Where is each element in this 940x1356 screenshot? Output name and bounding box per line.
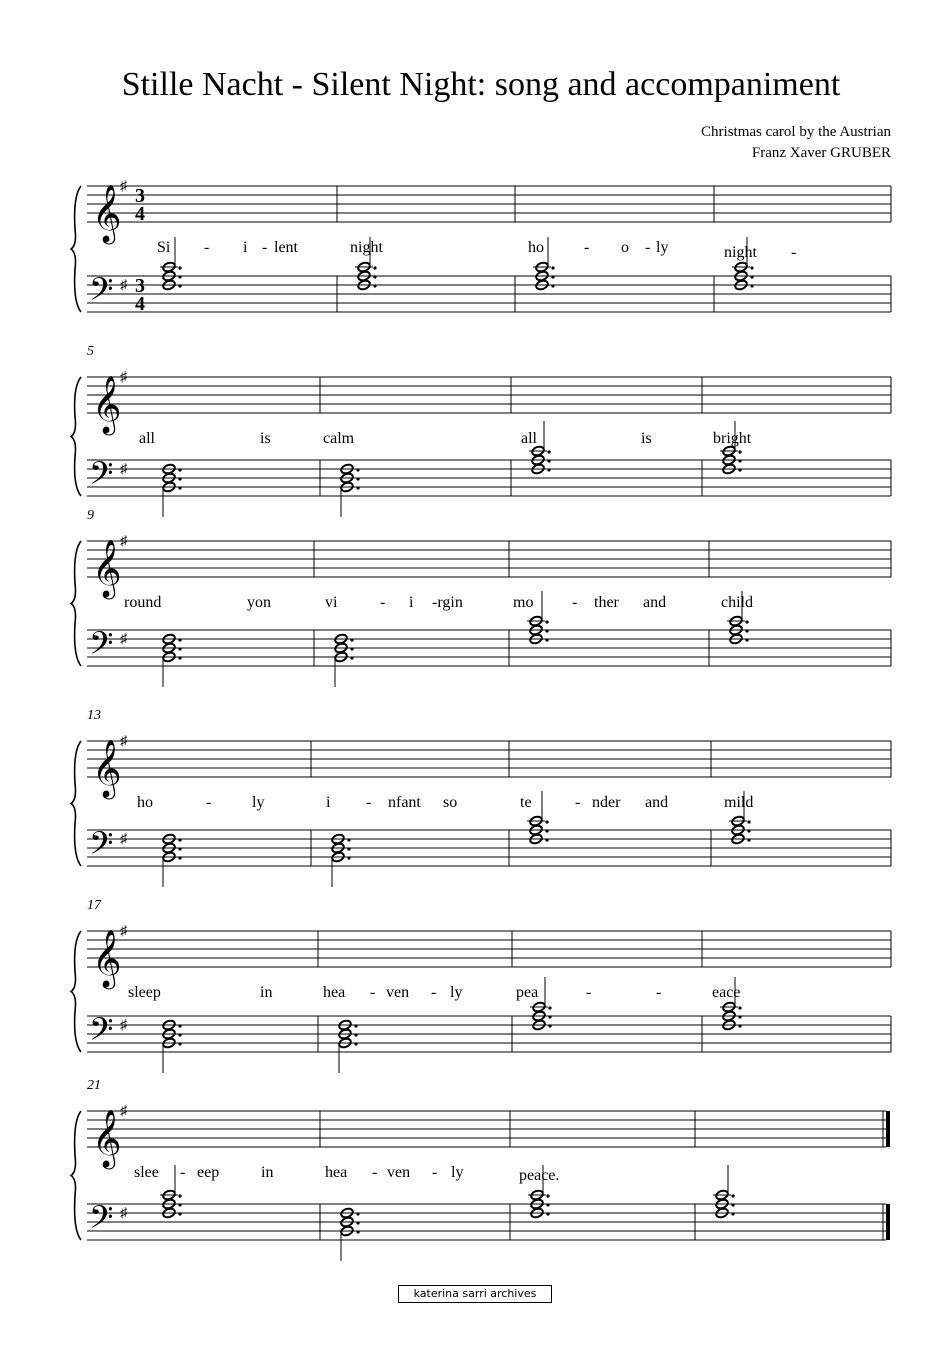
lyric-syllable: eace [712, 984, 741, 1001]
dot [545, 629, 548, 632]
dot [548, 1024, 551, 1027]
lyric-syllable: vi [325, 594, 338, 611]
dot [747, 829, 750, 832]
lyric-syllable: - [572, 594, 578, 611]
lyric-syllable: yon [247, 594, 271, 611]
dot [545, 620, 548, 623]
dot [347, 856, 350, 859]
dot [747, 838, 750, 841]
bass-clef-icon: 𝄢 [89, 1013, 114, 1055]
dot [373, 284, 376, 287]
lyric-syllable: child [721, 594, 753, 611]
key-signature-sharp-icon: ♯ [120, 370, 127, 385]
dot [750, 266, 753, 269]
lyric-syllable: i [409, 594, 414, 611]
treble-clef-icon: 𝄞 [92, 930, 122, 986]
dot [547, 459, 550, 462]
lyric-syllable: ho [137, 794, 153, 811]
dot [178, 1033, 181, 1036]
dot [745, 620, 748, 623]
lyric-syllable: hea [325, 1164, 348, 1181]
lyric-syllable: lent [274, 239, 298, 256]
key-signature-sharp-icon: ♯ [120, 462, 127, 477]
dot [545, 829, 548, 832]
lyric-syllable: Si [157, 239, 171, 256]
bass-clef-icon: 𝄢 [89, 627, 114, 669]
dot [178, 1203, 181, 1206]
dot [731, 1203, 734, 1206]
dot [356, 1230, 359, 1233]
lyric-syllable: ly [252, 794, 265, 811]
dot [356, 1212, 359, 1215]
key-signature-sharp-icon: ♯ [120, 1206, 127, 1221]
lyric-syllable: all [521, 430, 537, 447]
dot [178, 486, 181, 489]
measure-number: 9 [87, 508, 94, 523]
composer-credit-line-2: Franz Xaver GRUBER [751, 145, 891, 161]
measure-number: 13 [87, 708, 101, 723]
measure-number: 21 [87, 1078, 101, 1093]
lyric-syllable: -rgin [432, 594, 463, 611]
measure-number: 5 [87, 344, 94, 359]
lyric-syllable: is [260, 430, 271, 447]
key-signature-sharp-icon: ♯ [120, 734, 127, 749]
lyric-syllable: mild [724, 794, 754, 811]
system-brace [71, 186, 81, 312]
dot [178, 856, 181, 859]
lyric-syllable: - [206, 794, 212, 811]
page-title: Stille Nacht - Silent Night: song and accompaniment [121, 66, 841, 103]
dot [551, 284, 554, 287]
lyric-syllable: i [326, 794, 331, 811]
dot [350, 647, 353, 650]
lyric-syllable: - [366, 794, 372, 811]
system-brace [71, 1111, 81, 1240]
dot [178, 275, 181, 278]
dot [178, 1212, 181, 1215]
dot [738, 1006, 741, 1009]
dot [548, 1006, 551, 1009]
lyric-syllable: bright [713, 430, 752, 447]
dot [547, 468, 550, 471]
lyric-syllable: eep [197, 1164, 220, 1181]
lyric-syllable: ly [656, 239, 669, 256]
lyric-syllable: so [443, 794, 458, 811]
lyric-syllable: ho [528, 239, 544, 256]
dot [356, 1221, 359, 1224]
treble-clef-icon: 𝄞 [92, 540, 122, 596]
dot [546, 1203, 549, 1206]
lyric-syllable: te [520, 794, 532, 811]
dot [738, 450, 741, 453]
lyric-syllable: peace. [519, 1167, 560, 1184]
lyric-syllable: round [124, 594, 162, 611]
system-brace [71, 931, 81, 1052]
dot [731, 1212, 734, 1215]
archive-footer-label: katerina sarri archives [398, 1285, 552, 1303]
lyric-syllable: o [621, 239, 629, 256]
dot [738, 468, 741, 471]
dot [546, 1194, 549, 1197]
system-brace [71, 541, 81, 666]
music-system [71, 344, 891, 517]
lyric-syllable: all [139, 430, 155, 447]
lyric-syllable: ven [387, 1164, 411, 1181]
dot [750, 284, 753, 287]
key-signature-sharp-icon: ♯ [120, 1104, 127, 1119]
lyric-syllable: in [261, 1164, 274, 1181]
dot [178, 838, 181, 841]
dot [356, 486, 359, 489]
treble-clef-icon: 𝄞 [92, 740, 122, 796]
dot [178, 638, 181, 641]
dot [178, 1042, 181, 1045]
key-signature-sharp-icon: ♯ [120, 534, 127, 549]
dot [350, 638, 353, 641]
lyric-syllable: - [372, 1164, 378, 1181]
system-brace [71, 377, 81, 496]
lyric-syllable: - [262, 239, 268, 256]
dot [354, 1033, 357, 1036]
lyric-syllable: and [645, 794, 669, 811]
dot [738, 1015, 741, 1018]
lyric-syllable: - [791, 244, 797, 261]
dot [548, 1015, 551, 1018]
bass-clef-icon: 𝄢 [89, 827, 114, 869]
lyric-syllable: mo [513, 594, 534, 611]
dot [347, 838, 350, 841]
dot [178, 284, 181, 287]
lyric-syllable: i [243, 239, 248, 256]
lyric-syllable: - [586, 984, 592, 1001]
dot [546, 1212, 549, 1215]
dot [547, 450, 550, 453]
dot [178, 477, 181, 480]
lyric-syllable: ven [386, 984, 410, 1001]
dot [354, 1024, 357, 1027]
treble-clef-icon: 𝄞 [92, 376, 122, 432]
lyric-syllable: in [260, 984, 273, 1001]
system-brace [71, 741, 81, 866]
time-signature-numerator: 3 [135, 185, 145, 207]
dot [745, 638, 748, 641]
lyric-syllable: - [432, 1164, 438, 1181]
dot [178, 468, 181, 471]
lyric-syllable: - [584, 239, 590, 256]
time-signature-denominator: 4 [135, 203, 145, 225]
lyric-syllable: sleep [128, 984, 161, 1001]
lyric-syllable: night [724, 244, 757, 261]
lyric-syllable: - [380, 594, 386, 611]
music-system [71, 898, 891, 1073]
measure-number: 17 [87, 898, 101, 913]
lyric-syllable: - [204, 239, 210, 256]
lyric-syllable: ly [451, 1164, 464, 1181]
dot [178, 266, 181, 269]
treble-clef-icon: 𝄞 [92, 185, 122, 241]
bass-clef-icon: 𝄢 [89, 1201, 114, 1243]
lyric-syllable: calm [323, 430, 355, 447]
dot [356, 468, 359, 471]
dot [731, 1194, 734, 1197]
dot [738, 459, 741, 462]
time-signature-numerator: 3 [135, 275, 145, 297]
dot [545, 638, 548, 641]
key-signature-sharp-icon: ♯ [120, 1018, 127, 1033]
dot [373, 266, 376, 269]
music-system [71, 179, 891, 315]
dot [178, 656, 181, 659]
dot [551, 266, 554, 269]
lyric-syllable: ther [594, 594, 619, 611]
dot [373, 275, 376, 278]
lyric-syllable: hea [323, 984, 346, 1001]
bass-clef-icon: 𝄢 [89, 273, 114, 315]
lyric-syllable: - [656, 984, 662, 1001]
dot [347, 847, 350, 850]
music-system [71, 1078, 888, 1261]
lyric-syllable: slee [134, 1164, 159, 1181]
lyric-syllable: nfant [388, 794, 421, 811]
dot [350, 656, 353, 659]
dot [178, 1024, 181, 1027]
dot [545, 838, 548, 841]
lyric-syllable: - [180, 1164, 186, 1181]
dot [354, 1042, 357, 1045]
lyric-syllable: - [370, 984, 376, 1001]
key-signature-sharp-icon: ♯ [120, 278, 127, 293]
key-signature-sharp-icon: ♯ [120, 924, 127, 939]
dot [178, 647, 181, 650]
treble-clef-icon: 𝄞 [92, 1110, 122, 1166]
dot [747, 820, 750, 823]
dot [356, 477, 359, 480]
bass-clef-icon: 𝄢 [89, 457, 114, 499]
dot [750, 275, 753, 278]
dot [178, 847, 181, 850]
dot [738, 1024, 741, 1027]
dot [545, 820, 548, 823]
time-signature-denominator: 4 [135, 293, 145, 315]
composer-credit-line-1: Christmas carol by the Austrian [701, 124, 891, 140]
lyric-syllable: - [645, 239, 651, 256]
key-signature-sharp-icon: ♯ [120, 179, 127, 194]
lyric-syllable: nder [592, 794, 621, 811]
music-system [71, 708, 891, 887]
dot [745, 629, 748, 632]
lyric-syllable: - [575, 794, 581, 811]
lyric-syllable: night [350, 239, 383, 256]
lyric-syllable: and [643, 594, 667, 611]
music-system [71, 508, 891, 687]
lyric-syllable: is [641, 430, 652, 447]
key-signature-sharp-icon: ♯ [120, 832, 127, 847]
dot [178, 1194, 181, 1197]
lyric-syllable: - [431, 984, 437, 1001]
lyric-syllable: pea [516, 984, 539, 1001]
key-signature-sharp-icon: ♯ [120, 632, 127, 647]
dot [551, 275, 554, 278]
lyric-syllable: ly [450, 984, 463, 1001]
